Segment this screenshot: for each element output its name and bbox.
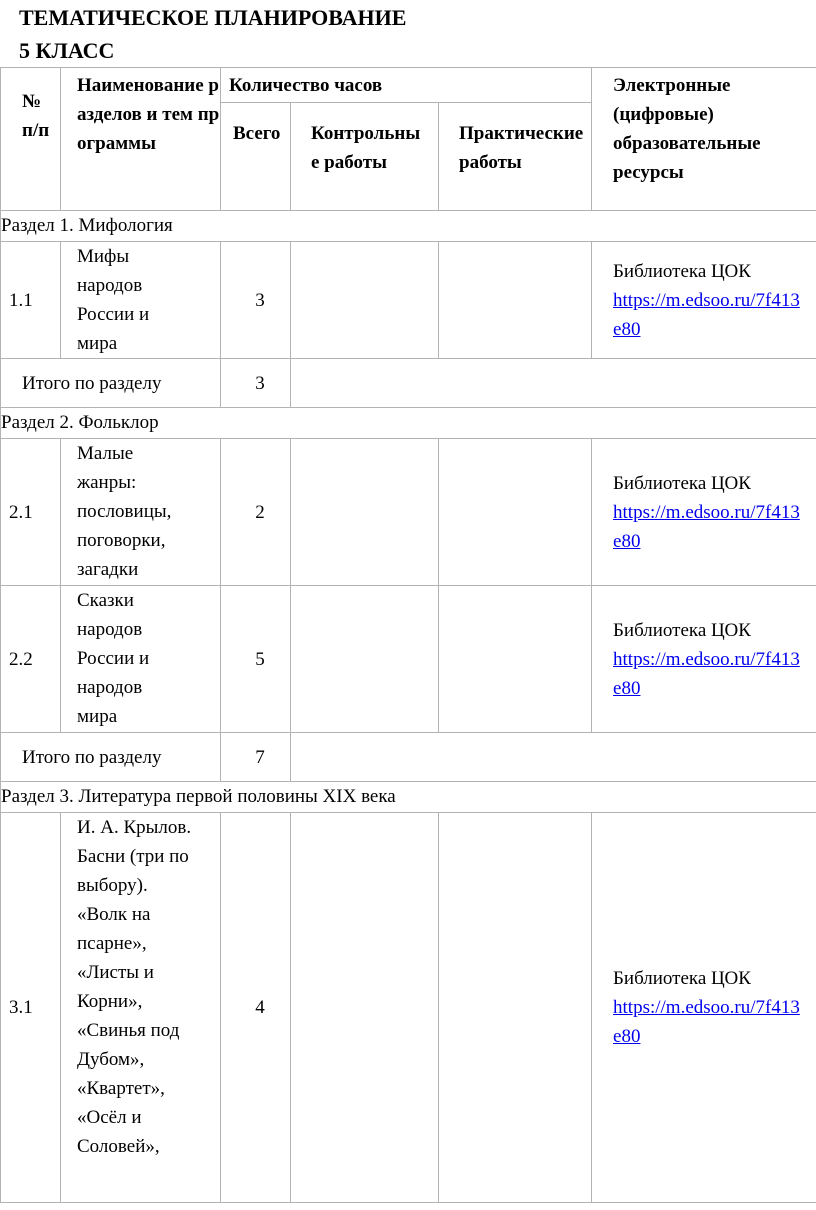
header-control: Контрольные работы <box>291 103 439 211</box>
section-row <box>1 211 816 242</box>
header-hours: Количество часов <box>221 68 592 103</box>
row-control <box>291 813 439 1203</box>
row-resource <box>592 813 816 1203</box>
row-resource <box>592 439 816 586</box>
row-name: Мифы народов России и мира <box>61 242 221 359</box>
resource-label: Библиотека ЦОК <box>613 472 751 494</box>
row-resource <box>592 586 816 733</box>
header-name: Наименование разделов и тем программы <box>61 68 221 211</box>
row-number: 2.2 <box>1 586 61 733</box>
section-total-label: Итого по разделу <box>1 733 221 782</box>
header-practical: Практические работы <box>439 103 592 211</box>
resource-link[interactable]: https://m.edsoo.ru/7f413e80 <box>613 648 800 699</box>
section-total-hours: 3 <box>221 359 291 408</box>
section-total-label: Итого по разделу <box>1 359 221 408</box>
resource-link[interactable]: https://m.edsoo.ru/7f413e80 <box>613 997 800 1047</box>
section-title: Раздел 3. Литература первой половины XIX века <box>1 782 816 813</box>
row-control <box>291 439 439 586</box>
row-name: Сказки народов России и народов мира <box>61 586 221 733</box>
row-hours: 3 <box>221 242 291 359</box>
section-total-row <box>1 359 816 408</box>
title-line-1: ТЕМАТИЧЕСКОЕ ПЛАНИРОВАНИЕ <box>19 5 407 30</box>
title-line-2: 5 КЛАСС <box>19 38 115 63</box>
header-total: Всего <box>221 103 291 211</box>
row-name: И. А. Крылов. Басни (три по выбору). «Волк на псарне», «Листы и Корни», «Свинья под Дубом», «Квартет», «Осёл и Соловей», <box>61 813 221 1203</box>
section-total-empty <box>291 359 816 408</box>
row-practical <box>439 242 592 359</box>
section-row <box>1 408 816 439</box>
resource-link[interactable]: https://m.edsoo.ru/7f413e80 <box>613 501 800 552</box>
section-row <box>1 782 816 813</box>
section-title: Раздел 1. Мифология <box>1 211 816 242</box>
section-title: Раздел 2. Фольклор <box>1 408 816 439</box>
row-control <box>291 242 439 359</box>
row-hours: 5 <box>221 586 291 733</box>
row-control <box>291 586 439 733</box>
resource-link[interactable]: https://m.edsoo.ru/7f413e80 <box>613 289 800 340</box>
row-practical <box>439 439 592 586</box>
row-hours: 4 <box>221 813 291 1203</box>
row-resource <box>592 242 816 359</box>
header-number: № п/п <box>1 68 61 211</box>
section-total-hours: 7 <box>221 733 291 782</box>
thematic-plan-table <box>0 67 816 1203</box>
table-row <box>1 439 816 586</box>
row-number: 2.1 <box>1 439 61 586</box>
section-total-row <box>1 733 816 782</box>
row-name: Малые жанры: пословицы, поговорки, загадки <box>61 439 221 586</box>
document-title <box>19 1 406 67</box>
table-row <box>1 586 816 733</box>
resource-label: Библиотека ЦОК <box>613 968 751 989</box>
table-row <box>1 813 816 1203</box>
row-practical <box>439 586 592 733</box>
row-practical <box>439 813 592 1203</box>
row-number: 1.1 <box>1 242 61 359</box>
row-hours: 2 <box>221 439 291 586</box>
resource-label: Библиотека ЦОК <box>613 619 751 641</box>
row-number: 3.1 <box>1 813 61 1203</box>
section-total-empty <box>291 733 816 782</box>
table-row <box>1 242 816 359</box>
resource-label: Библиотека ЦОК <box>613 260 751 282</box>
header-resources: Электронные (цифровые) образовательные ресурсы <box>592 68 816 211</box>
